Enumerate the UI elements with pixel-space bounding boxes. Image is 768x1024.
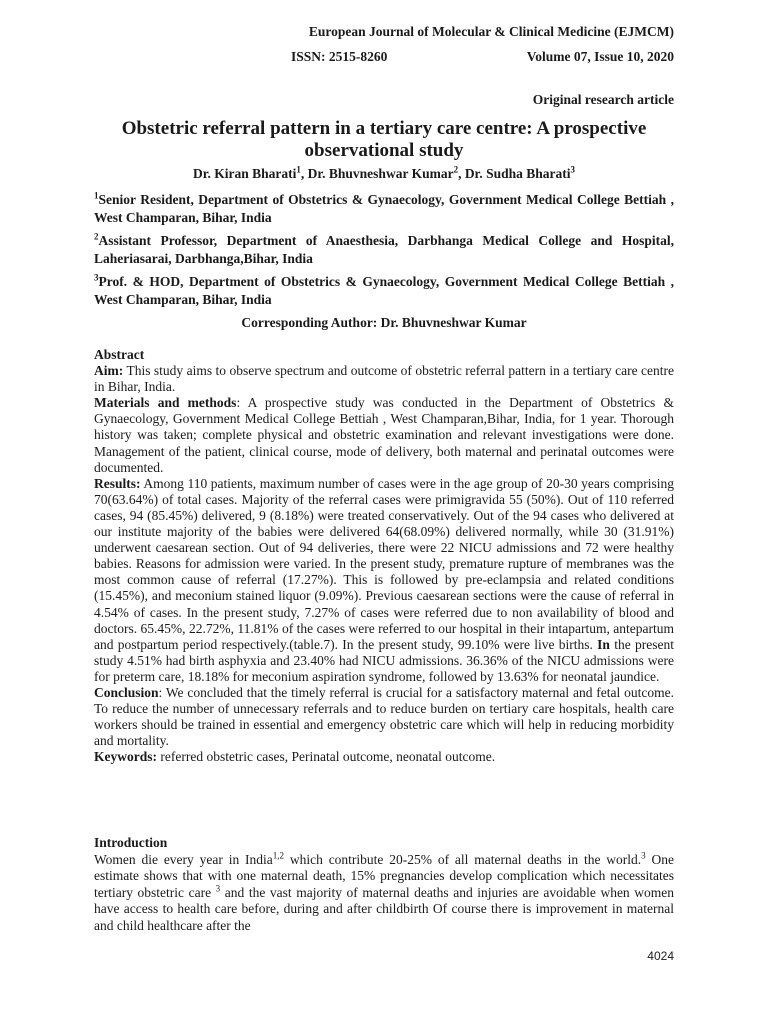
corresponding-author: Corresponding Author: Dr. Bhuvneshwar Kumar	[241, 315, 527, 330]
results-bold-fragment: In	[592, 636, 610, 652]
journal-name: European Journal of Molecular & Clinical Medicine (EJMCM)	[308, 24, 674, 39]
author-sup: 1	[296, 164, 301, 175]
conclusion-label: Conclusion	[94, 684, 159, 700]
issn: ISSN: 2515-8260	[291, 49, 388, 64]
introduction-paragraph	[94, 852, 674, 935]
article-type: Original research article	[532, 92, 674, 107]
author-name: Dr. Bhuvneshwar Kumar	[307, 166, 454, 181]
abstract-heading: Abstract	[94, 347, 145, 362]
methods-label: Materials and methods	[94, 395, 237, 411]
page-number: 4024	[647, 949, 674, 963]
affiliation-1	[94, 191, 674, 226]
results-text-continued: the present study 4.51% had birth asphyxia and 23.40% had NICU admissions. 36.36% of the NICU admissions were for preterm care, 18.18% for meconium aspiration syndrome, followed by 13.63% for neonatal jaundice.	[94, 636, 674, 684]
affiliation-text: Assistant Professor, Department of Anaesthesia, Darbhanga Medical College and Hospital, Laheriasarai, Darbhanga,Bihar, India	[94, 233, 674, 266]
abstract-conclusion	[94, 685, 674, 749]
citation-sup: 3	[641, 850, 646, 860]
introduction-section	[94, 835, 674, 934]
aim-text: This study aims to observe spectrum and outcome of obstetric referral pattern in a tertiary care centre in Bihar, India.	[94, 363, 674, 395]
intro-text: Women die every year in India	[94, 851, 273, 867]
affiliation-sup: 3	[94, 272, 99, 283]
affiliation-3	[94, 273, 674, 308]
affiliation-sup: 2	[94, 231, 99, 242]
methods-text: : A prospective study was conducted in the Department of Obstetrics & Gynaecology, Government Medical College Bettiah , West Champaran,Bihar, India, for 1 year. Thorough history was taken; complete physical and obstetric examination and relevant investigations were done. Management of the patient, clinical course, mode of delivery, both maternal and perinatal outcomes were documented.	[94, 395, 674, 475]
author-name: Dr. Sudha Bharati	[464, 166, 571, 181]
intro-text: and the vast majority of maternal deaths and injuries are avoidable when women have access to health care before, during and after childbirth Of course there is improvement in maternal and child healthcare after the	[94, 884, 675, 933]
keywords-text: referred obstetric cases, Perinatal outcome, neonatal outcome.	[157, 749, 496, 765]
abstract-keywords	[94, 749, 674, 765]
citation-sup: 1,2	[272, 850, 285, 860]
abstract-methods	[94, 395, 674, 475]
abstract-section	[94, 347, 674, 765]
author-separator: ,	[300, 166, 308, 181]
author-sup: 2	[453, 164, 459, 175]
results-text: Among 110 patients, maximum number of cases were in the age group of 20-30 years comprising 70(63.64%) of total cases. Majority of the referral cases were primigravida 55 (50%). Out of 110 referred cases, 94 (85.45%) delivered, 9 (8.18%) were treated conservatively. Out of the 94 cases who delivered at our institute majority of the babies were delivered 64(68.09%) delivered normally, while 30 (31.91%) underwent caesarean section. Out of 94 deliveries, there were 22 NICU admissions and 72 were healthy babies. Reasons for admission were varied. In the present study, premature rupture of membranes was the most common cause of referral (17.27%). This is followed by pre-eclampsia and related conditions (15.45%), and meconium stained liquor (9.09%). Previous caesarean sections were the cause of referral in 4.54% of cases. In the present study, 7.27% of cases were referred due to non availability of blood and doctors. 65.45%, 22.72%, 11.81% of the cases were referred to our hospital in their intapartum, antepartum and postpartum period respectively.(table.7). In the present study, 99.10% were live births.	[94, 475, 674, 652]
intro-text: which contribute 20-25% of all maternal deaths in the world.	[284, 851, 642, 867]
volume-issue: Volume 07, Issue 10, 2020	[526, 49, 674, 64]
author-list	[94, 166, 674, 182]
affiliation-text: Senior Resident, Department of Obstetrics & Gynaecology, Government Medical College Bettiah , West Champaran, Bihar, India	[94, 192, 674, 225]
paper-title: Obstetric referral pattern in a tertiary care centre: A prospective observational study	[121, 118, 647, 161]
aim-label: Aim:	[94, 363, 124, 379]
results-label: Results:	[94, 475, 141, 491]
author-sup: 3	[570, 164, 575, 175]
abstract-aim	[94, 363, 674, 395]
abstract-results	[94, 476, 674, 685]
affiliation-sup: 1	[94, 190, 99, 201]
intro-text: One estimate shows that with one maternal death, 15% pregnancies develop complication which necessitates tertiary obstetric care	[94, 851, 674, 900]
affiliation-2	[94, 232, 674, 267]
author-name: Dr. Kiran Bharati	[193, 166, 297, 181]
citation-sup: 3	[215, 883, 221, 893]
introduction-heading: Introduction	[94, 835, 168, 850]
author-separator: ,	[458, 166, 465, 181]
conclusion-text: : We concluded that the timely referral is crucial for a satisfactory maternal and fetal outcome. To reduce the number of unnecessary referrals and to reduce burden on tertiary care hospitals, health care workers should be trained in essential and emergency obstetric care which will help in reducing morbidity and mortality.	[94, 684, 674, 749]
affiliation-text: Prof. & HOD, Department of Obstetrics & Gynaecology, Government Medical College Bettiah , West Champaran, Bihar, India	[94, 274, 674, 307]
keywords-label: Keywords:	[94, 749, 157, 765]
